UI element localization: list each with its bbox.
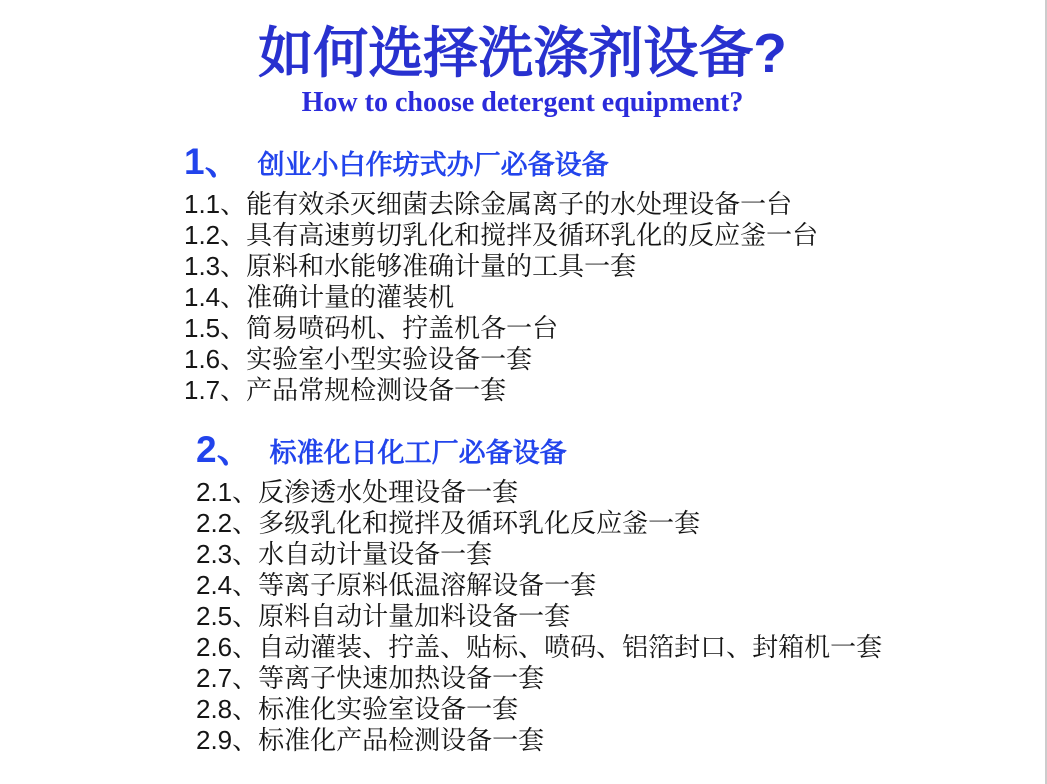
list-item: 1.7、产品常规检测设备一套 xyxy=(184,375,507,405)
section-heading-row xyxy=(184,142,1005,182)
page-title: 如何选择洗涤剂设备? xyxy=(258,22,787,84)
section-number: 2、 xyxy=(196,429,254,470)
list-item: 1.3、原料和水能够准确计量的工具一套 xyxy=(184,251,637,281)
page-content xyxy=(0,142,1045,756)
section-item-list xyxy=(184,189,1005,406)
section-startup-equipment xyxy=(184,142,1005,406)
list-item: 1.6、实验室小型实验设备一套 xyxy=(184,344,533,374)
page-subtitle: How to choose detergent equipment? xyxy=(301,87,744,118)
list-item: 2.9、标准化产品检测设备一套 xyxy=(196,725,545,755)
list-item: 1.2、具有高速剪切乳化和搅拌及循环乳化的反应釜一台 xyxy=(184,220,819,250)
list-item: 1.5、简易喷码机、拧盖机各一台 xyxy=(184,313,559,343)
section-standard-factory-equipment xyxy=(196,430,1005,756)
list-item: 2.3、水自动计量设备一套 xyxy=(196,539,493,569)
list-item: 2.8、标准化实验室设备一套 xyxy=(196,694,519,724)
list-item: 2.5、原料自动计量加料设备一套 xyxy=(196,601,571,631)
list-item: 2.4、等离子原料低温溶解设备一套 xyxy=(196,570,597,600)
section-item-list xyxy=(196,477,1005,756)
section-heading: 标准化日化工厂必备设备 xyxy=(269,438,567,468)
list-item: 2.7、等离子快速加热设备一套 xyxy=(196,663,545,693)
list-item: 2.6、自动灌装、拧盖、贴标、喷码、铝箔封口、封箱机一套 xyxy=(196,632,883,662)
section-heading: 创业小白作坊式办厂必备设备 xyxy=(257,150,609,180)
list-item: 2.1、反渗透水处理设备一套 xyxy=(196,477,519,507)
section-number: 1、 xyxy=(184,141,242,182)
list-item: 1.1、能有效杀灭细菌去除金属离子的水处理设备一台 xyxy=(184,189,793,219)
list-item: 2.2、多级乳化和搅拌及循环乳化反应釜一套 xyxy=(196,508,701,538)
section-heading-row xyxy=(196,430,1005,470)
list-item: 1.4、准确计量的灌装机 xyxy=(184,282,455,312)
